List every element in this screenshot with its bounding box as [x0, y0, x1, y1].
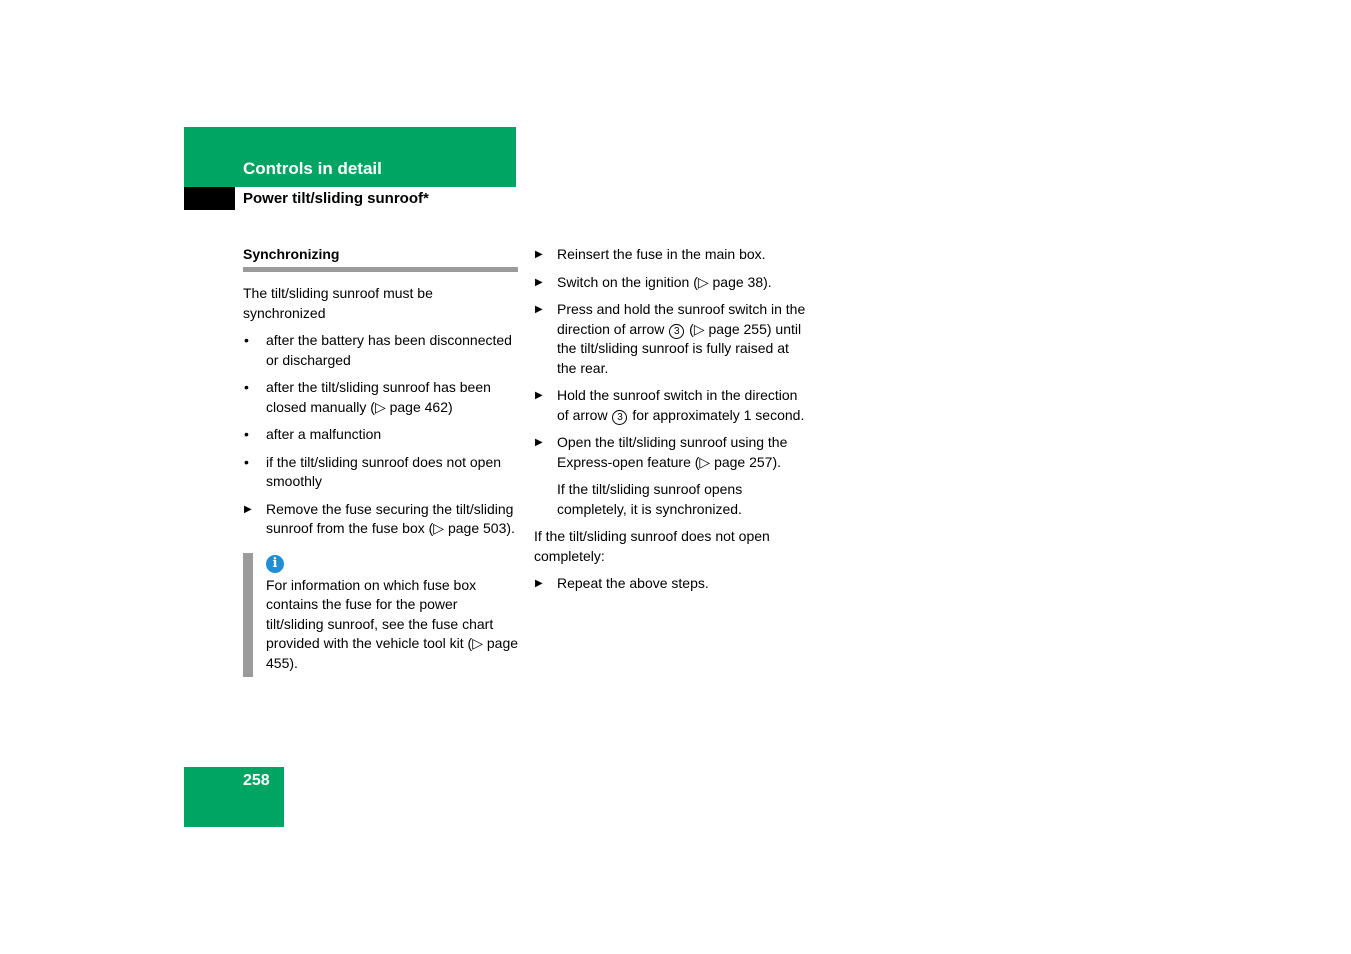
- bullet-dot: •: [244, 332, 249, 348]
- step-item: [534, 245, 809, 265]
- step-text: Hold the sunroof switch in the direction of arrow: [557, 387, 798, 423]
- step-text: Remove the fuse securing the tilt/sliding sunroof from the fuse box (▷ page 503).: [266, 500, 515, 536]
- right-column: [534, 245, 809, 602]
- step-item: [534, 574, 809, 594]
- conditional-text: If the tilt/sliding sunroof does not open completely:: [534, 528, 770, 564]
- step-text: Switch on the ignition (▷ page 38).: [557, 273, 772, 290]
- section-title: Controls in detail: [243, 159, 382, 178]
- intro-text: The tilt/sliding sunroof must be synchronized: [243, 285, 433, 321]
- step-arrow-icon: ▶: [535, 437, 543, 448]
- left-column: [243, 245, 518, 677]
- step-text-tail: (▷ page 255) until the tilt/sliding sunroof is fully raised at the rear.: [557, 320, 802, 376]
- step-item: [534, 433, 809, 472]
- step-arrow-icon: ▶: [535, 578, 543, 589]
- step-item: [534, 273, 809, 293]
- step-text: Repeat the above steps.: [557, 575, 709, 591]
- page-subtitle: Power tilt/sliding sunroof*: [243, 190, 429, 207]
- step-text-tail: for approximately 1 second.: [632, 406, 805, 423]
- info-text: For information on which fuse box contains the fuse for the power tilt/sliding sunroof, see the fuse chart provided with the vehicle tool kit (▷ page 455).: [266, 576, 519, 671]
- step-arrow-icon: ▶: [244, 503, 252, 515]
- header-marker: [184, 187, 235, 210]
- bullet-text: if the tilt/sliding sunroof does not open smoothly: [266, 453, 502, 489]
- step-note: If the tilt/sliding sunroof opens completely, it is synchronized.: [557, 481, 743, 517]
- info-box: [243, 553, 518, 678]
- step-arrow-icon: ▶: [535, 249, 543, 260]
- step-arrow-icon: ▶: [535, 390, 543, 401]
- arrow-number-circle: 3: [669, 324, 684, 339]
- bullet-item: [243, 331, 518, 370]
- step-item: [534, 300, 809, 378]
- step-item: [243, 500, 518, 539]
- page-number: 258: [243, 772, 270, 789]
- step-text: Reinsert the fuse in the main box.: [557, 246, 766, 262]
- bullet-dot: •: [244, 379, 249, 395]
- bullet-item: [243, 378, 518, 417]
- arrow-number-circle: 3: [612, 410, 627, 425]
- bullet-text: after the tilt/sliding sunroof has been closed manually (▷ page 462): [266, 379, 491, 415]
- bullet-text: after a malfunction: [266, 426, 382, 442]
- info-bar: [243, 553, 253, 678]
- bullet-item: [243, 453, 518, 492]
- step-text: Open the tilt/sliding sunroof using the Express-open feature (▷ page 257).: [557, 434, 788, 470]
- step-arrow-icon: ▶: [535, 304, 543, 315]
- step-text: Press and hold the sunroof switch in the direction of arrow: [557, 301, 806, 337]
- step-arrow-icon: ▶: [535, 276, 543, 288]
- section-heading: Synchronizing: [243, 245, 518, 272]
- bullet-dot: •: [244, 453, 249, 470]
- bullet-item: [243, 425, 518, 445]
- bullet-dot: •: [244, 426, 249, 442]
- bullet-text: after the battery has been disconnected or discharged: [266, 332, 512, 368]
- info-icon: i: [266, 555, 284, 573]
- step-item: [534, 386, 809, 425]
